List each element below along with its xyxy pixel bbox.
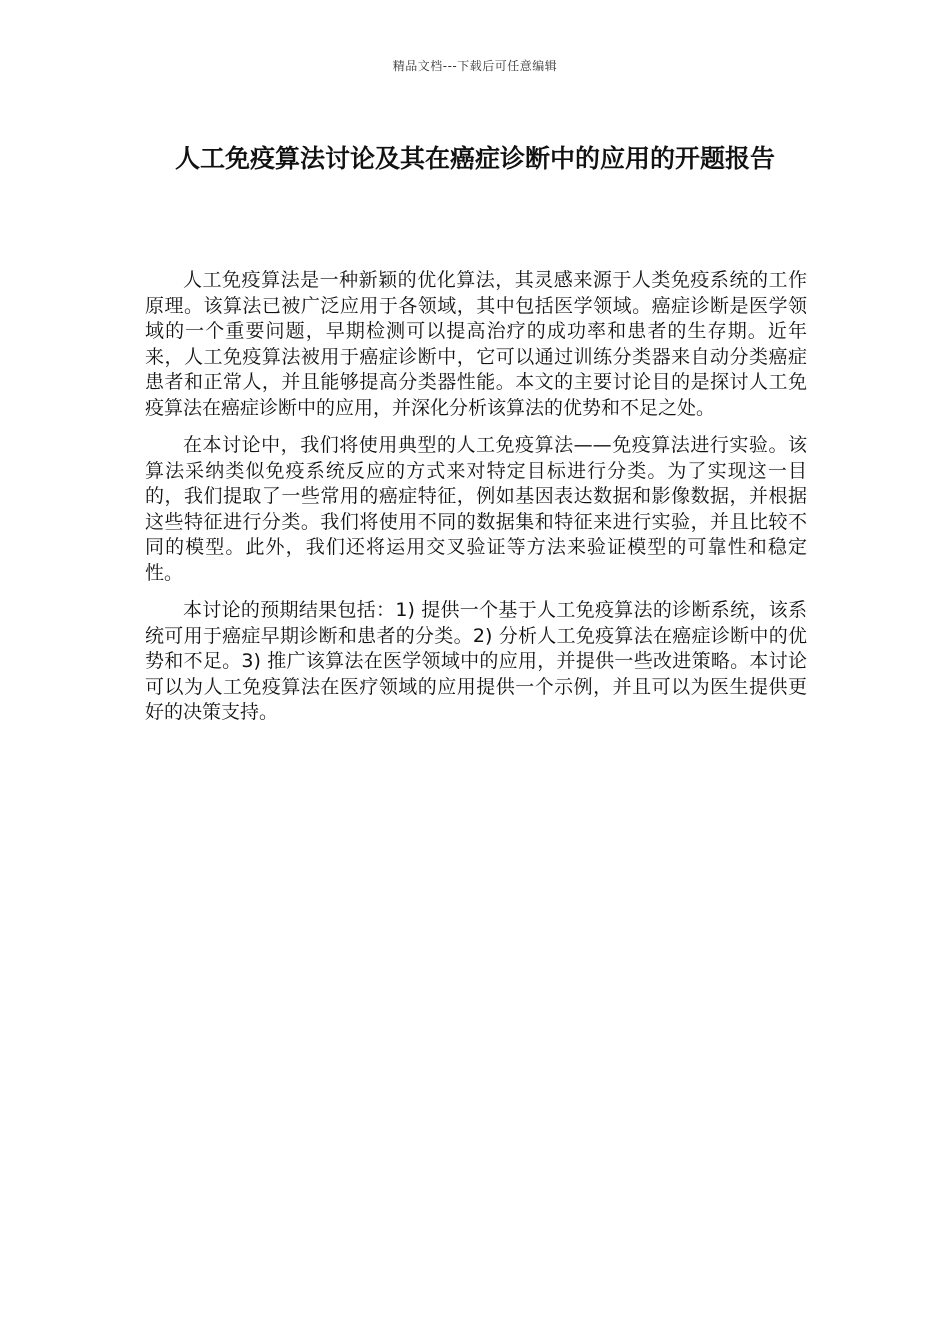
paragraph-introduction: 人工免疫算法是一种新颖的优化算法，其灵感来源于人类免疫系统的工作原理。该算法已被广泛应用于各领域，其中包括医学领域。癌症诊断是医学领域的一个重要问题，早期检测可以提高治疗的成功率和患者的生存期。近年来，人工免疫算法被用于癌症诊断中，它可以通过训练分类器来自动分类癌症患者和正常人，并且能够提高分类器性能。本文的主要讨论目的是探讨人工免疫算法在癌症诊断中的应用，并深化分析该算法的优势和不足之处。 [145, 269, 807, 419]
document-body [145, 268, 807, 738]
header-note: 精品文档---下载后可任意编辑 [392, 59, 558, 73]
paragraph-method: 在本讨论中，我们将使用典型的人工免疫算法——免疫算法进行实验。该算法采纳类似免疫系统反应的方式来对特定目标进行分类。为了实现这一目的，我们提取了一些常用的癌症特征，例如基因表达数据和影像数据，并根据这些特征进行分类。我们将使用不同的数据集和特征来进行实验，并且比较不同的模型。此外，我们还将运用交叉验证等方法来验证模型的可靠性和稳定性。 [145, 434, 807, 584]
document-title: 人工免疫算法讨论及其在癌症诊断中的应用的开题报告 [174, 144, 775, 173]
paragraph-expected-results: 本讨论的预期结果包括：1) 提供一个基于人工免疫算法的诊断系统，该系统可用于癌症早期诊断和患者的分类。2) 分析人工免疫算法在癌症诊断中的优势和不足。3) 推广该算法在医学领域中的应用，并提供一些改进策略。本讨论可以为人工免疫算法在医疗领域的应用提供一个示例，并且可以为医生提供更好的决策支持。 [145, 599, 807, 723]
